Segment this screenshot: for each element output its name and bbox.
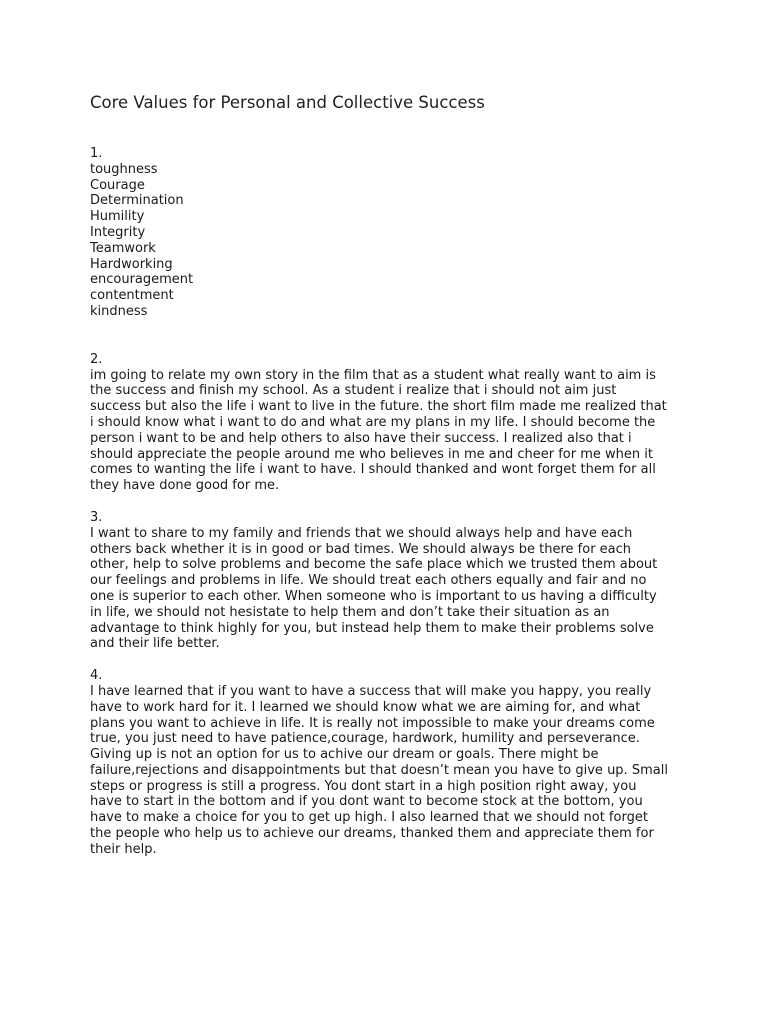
text-line: steps or progress is still a progress. You dont start in a high position right away, you: [90, 778, 637, 794]
list-item: toughness: [90, 161, 158, 177]
document-title: Core Values for Personal and Collective Success: [90, 93, 485, 112]
paragraph: [90, 526, 690, 652]
list-item: Integrity: [90, 224, 146, 240]
text-line: i should know what i want to do and what are my plans in my life. I should become the: [90, 414, 656, 430]
text-line: have to work hard for it. I learned we should know what we are aiming for, and what: [90, 699, 641, 715]
section-number: 2.: [90, 351, 103, 367]
list-item: Courage: [90, 177, 145, 193]
text-line: have to make a choice for you to get up high. I also learned that we should not forget: [90, 810, 648, 826]
section-1: [90, 146, 690, 320]
text-line: they have done good for me.: [90, 478, 280, 494]
list-item: Humility: [90, 209, 145, 225]
text-line: person i want to be and help others to also have their success. I realized also that i: [90, 430, 632, 446]
text-line: one is superior to each other. When someone who is important to us having a difficulty: [90, 588, 657, 604]
text-line: have to start in the bottom and if you dont want to become stock at the bottom, you: [90, 794, 643, 810]
list-item: Teamwork: [90, 240, 156, 256]
text-line: and their life better.: [90, 636, 220, 652]
text-line: advantage to think highly for you, but instead help them to make their problems solve: [90, 620, 654, 636]
text-line: the success and finish my school. As a student i realize that i should not aim just: [90, 383, 617, 399]
core-values-list: [90, 162, 690, 320]
document-page: [90, 92, 690, 858]
section-number: 1.: [90, 146, 103, 161]
text-line: failure,rejections and disappointments but that doesn’t mean you have to give up. Small: [90, 762, 668, 778]
list-item: encouragement: [90, 272, 194, 288]
paragraph: [90, 368, 690, 494]
text-line: comes to wanting the life i want to have. I should thanked and wont forget them for all: [90, 462, 656, 478]
text-line: other, help to solve problems and become the safe place which we trusted them about: [90, 557, 658, 573]
text-line: im going to relate my own story in the film that as a student what really want to aim is: [90, 367, 656, 383]
text-line: plans you want to achieve in life. It is really not impossible to make your dreams come: [90, 715, 655, 731]
text-line: others back whether it is in good or bad times. We should always be there for each: [90, 541, 632, 557]
section-number: 4.: [90, 668, 103, 684]
text-line: Giving up is not an option for us to achive our dream or goals. There might be: [90, 747, 599, 763]
text-line: the people who help us to achieve our dreams, thanked them and appreciate them for: [90, 826, 654, 842]
text-line: true, you just need to have patience,courage, hardwork, humility and perseverance.: [90, 731, 640, 747]
text-line: I have learned that if you want to have a success that will make you happy, you really: [90, 683, 652, 699]
list-item: kindness: [90, 303, 148, 319]
section-number: 3.: [90, 509, 103, 525]
text-line: our feelings and problems in life. We should treat each others equally and fair and no: [90, 573, 647, 589]
section-4: [90, 668, 690, 858]
section-2: [90, 352, 690, 494]
list-item: Hardworking: [90, 256, 173, 272]
section-3: [90, 510, 690, 652]
text-line: in life, we should not hesistate to help them and don’t take their situation as an: [90, 604, 610, 620]
text-line: I want to share to my family and friends that we should always help and have each: [90, 525, 633, 541]
list-item: Determination: [90, 193, 184, 209]
text-line: their help.: [90, 841, 157, 857]
text-line: should appreciate the people around me who believes in me and cheer for me when it: [90, 446, 653, 462]
list-item: contentment: [90, 288, 174, 304]
text-line: success but also the life i want to live in the future. the short film made me realized that: [90, 399, 667, 415]
paragraph: [90, 684, 690, 858]
